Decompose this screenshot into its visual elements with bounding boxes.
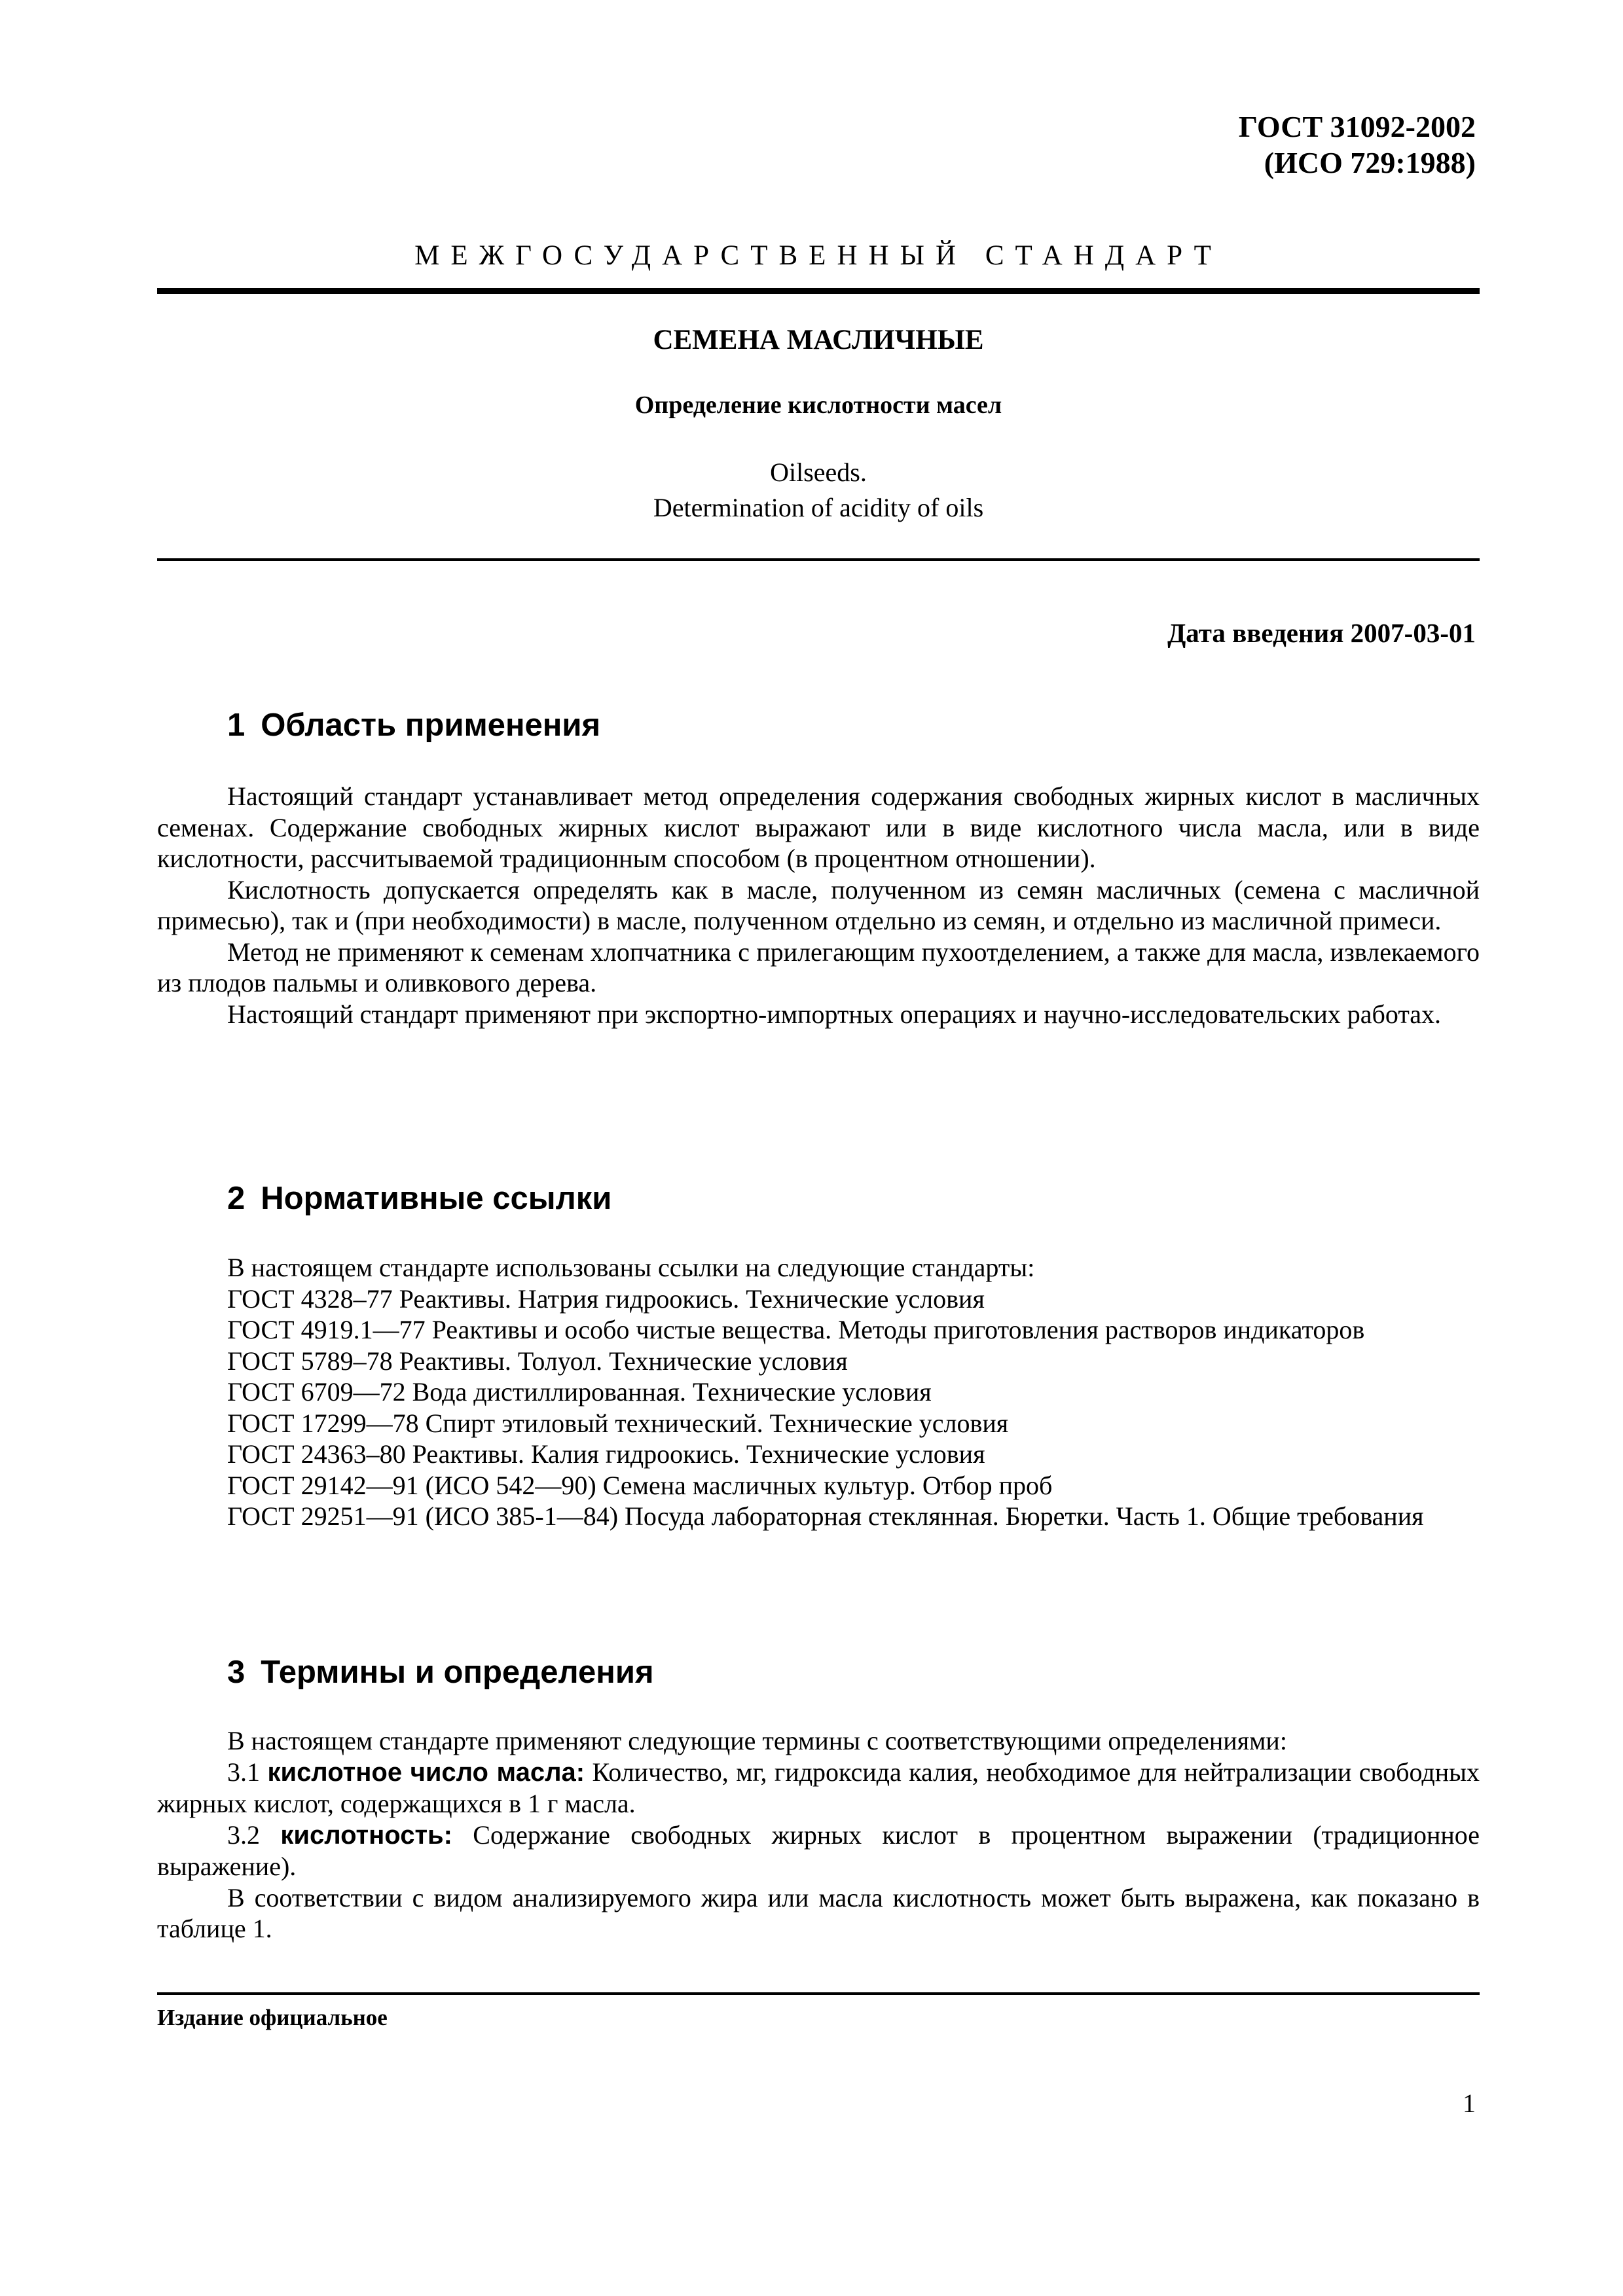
english-title-line2: Determination of acidity of oils xyxy=(653,493,984,522)
term-number: 3.2 xyxy=(227,1820,260,1850)
reference-item: ГОСТ 29251—91 (ИСО 385-1—84) Посуда лабораторная стеклянная. Бюретки. Часть 1. Общие требования xyxy=(227,1501,1424,1531)
english-title xyxy=(157,455,1480,526)
term-name: кислотность: xyxy=(280,1820,452,1850)
term-text: Содержание свободных жирных кислот в процентном выражении (традиционное выражение). xyxy=(157,1820,1480,1881)
document-title: СЕМЕНА МАСЛИЧНЫЕ xyxy=(653,325,984,355)
english-title-line1: Oilseeds. xyxy=(770,457,867,487)
section-title: Нормативные ссылки xyxy=(261,1181,612,1216)
reference-item: ГОСТ 6709—72 Вода дистиллированная. Технические условия xyxy=(227,1377,932,1407)
section-body-1 xyxy=(157,781,1480,1030)
section-body-3 xyxy=(157,1725,1480,1945)
reference-item: ГОСТ 4919.1—77 Реактивы и особо чистые вещества. Методы приготовления растворов индикаторов xyxy=(227,1315,1365,1344)
paragraph: Настоящий стандарт применяют при экспортно-импортных операциях и научно-исследовательских работах. xyxy=(227,999,1442,1029)
reference-item: ГОСТ 24363–80 Реактивы. Калия гидроокись. Технические условия xyxy=(227,1439,985,1469)
term-number: 3.1 xyxy=(227,1757,260,1787)
term-definition xyxy=(157,1820,1480,1882)
reference-item: ГОСТ 4328–77 Реактивы. Натрия гидроокись. Технические условия xyxy=(227,1283,985,1314)
designation-iso: (ИСО 729:1988) xyxy=(1264,146,1476,179)
paragraph: В соответствии с видом анализируемого жира или масла кислотность может быть выражена, как показано в таблице 1. xyxy=(157,1882,1480,1943)
section-title: Область применения xyxy=(261,708,601,743)
designation-number: ГОСТ 31092-2002 xyxy=(1238,110,1476,143)
reference-item: ГОСТ 17299—78 Спирт этиловый технический. Технические условия xyxy=(227,1408,1009,1438)
section-title: Термины и определения xyxy=(261,1655,654,1690)
section-heading-1 xyxy=(227,707,600,744)
section-heading-2 xyxy=(227,1180,611,1217)
header-rule xyxy=(157,288,1480,294)
paragraph: Кислотность допускается определять как в масле, полученном из семян масличных (семена с масличной примесью), так и (при необходимости) в масле, полученном отдельно из семян, и отдельно из масличной примеси. xyxy=(157,874,1480,935)
standard-designation xyxy=(1239,109,1476,181)
title-rule xyxy=(157,558,1480,561)
section-body-2 xyxy=(157,1252,1480,1532)
reference-item: ГОСТ 5789–78 Реактивы. Толуол. Технические условия xyxy=(227,1346,848,1376)
page-number: 1 xyxy=(1463,2089,1476,2118)
section-number: 1 xyxy=(227,708,246,743)
introduction-date: Дата введения 2007-03-01 xyxy=(1167,618,1476,648)
term-definition xyxy=(157,1757,1480,1820)
references-intro: В настоящем стандарте использованы ссылки на следующие стандарты: xyxy=(227,1253,1035,1282)
document-subtitle: Определение кислотности масел xyxy=(634,391,1002,419)
terms-intro: В настоящем стандарте применяют следующие термины с соответствующими определениями: xyxy=(227,1726,1287,1755)
paragraph: Метод не применяют к семенам хлопчатника с прилегающим пухоотделением, а также для масла, извлекаемого из плодов пальмы и оливкового дерева. xyxy=(157,937,1480,997)
term-text: Количество, мг, гидроксида калия, необходимое для нейтрализации свободных жирных кислот, содержащихся в 1 г масла. xyxy=(157,1757,1480,1818)
footer-rule xyxy=(157,1992,1480,1995)
paragraph: Настоящий стандарт устанавливает метод определения содержания свободных жирных кислот в масличных семенах. Содержание свободных жирных кислот выражают или в виде кислотного числа масла, или в виде кислотности, рассчитываемой традиционным способом (в процентном отношении). xyxy=(157,781,1480,873)
section-number: 3 xyxy=(227,1655,246,1690)
term-name: кислотное число масла: xyxy=(267,1757,585,1787)
standard-type: МЕЖГОСУДАРСТВЕННЫЙ СТАНДАРТ xyxy=(414,240,1222,271)
section-number: 2 xyxy=(227,1181,246,1216)
edition-label: Издание официальное xyxy=(157,2005,388,2030)
reference-item: ГОСТ 29142—91 (ИСО 542—90) Семена масличных культур. Отбор проб xyxy=(227,1470,1053,1500)
section-heading-3 xyxy=(227,1654,654,1691)
